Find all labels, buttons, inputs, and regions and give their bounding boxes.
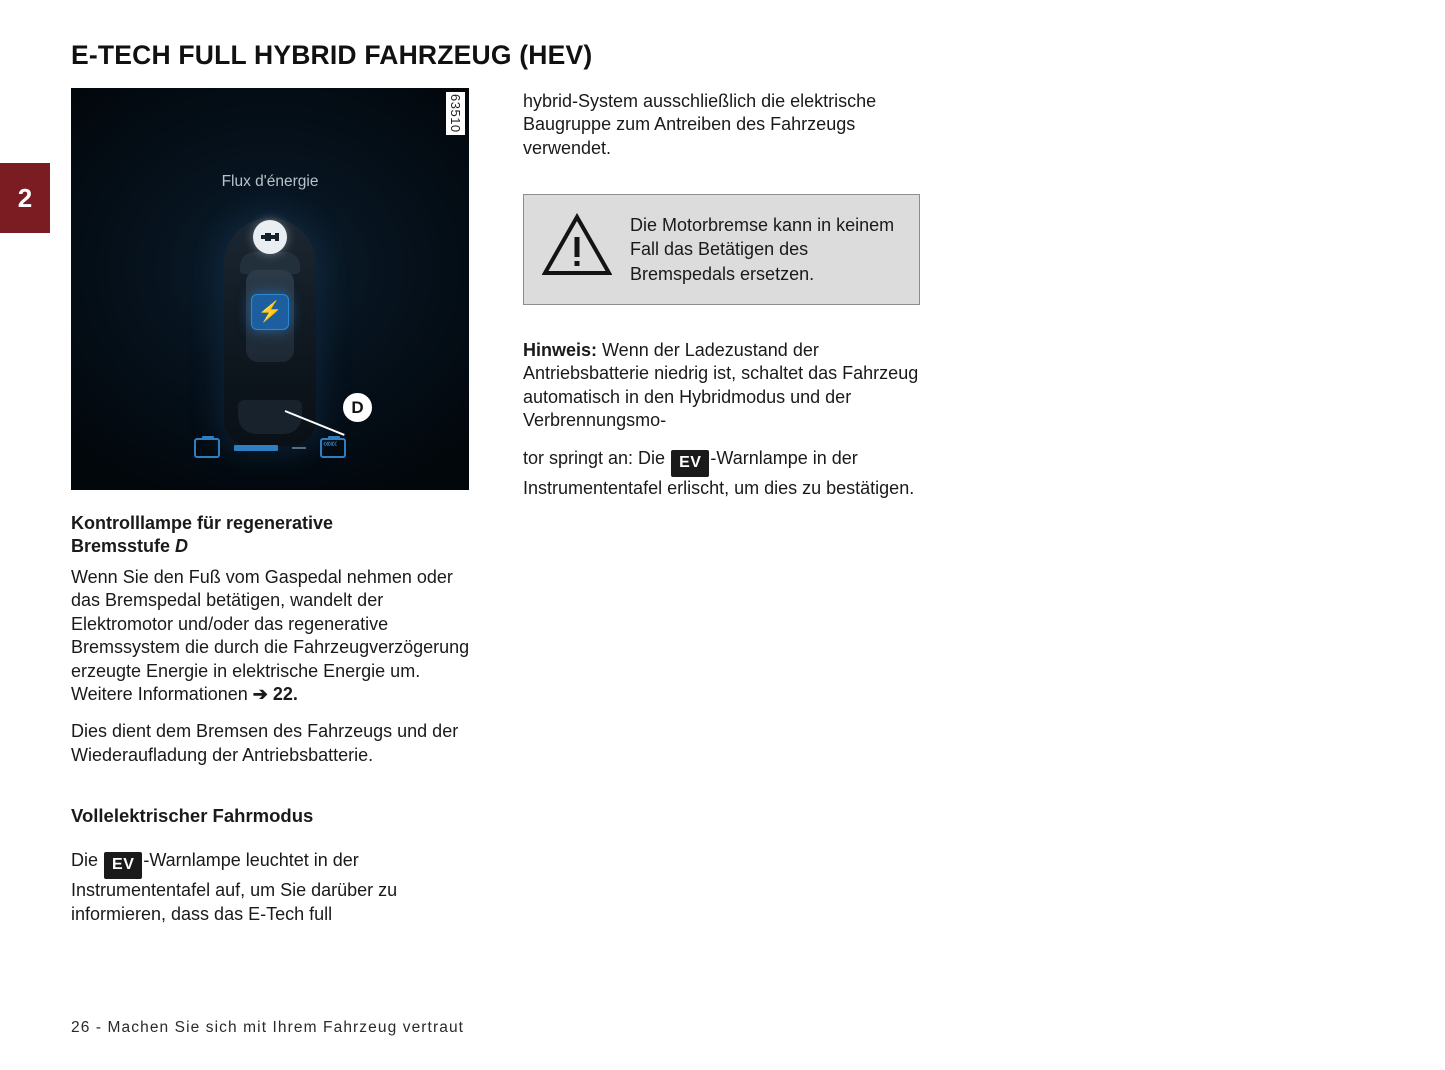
subsection-heading [71, 512, 471, 558]
paragraph-hybrid-system-continued: hybrid-System ausschließlich die elektrische Baugruppe zum Antreiben des Fahrzeugs verwendet. [523, 91, 877, 158]
ev-warning-lamp-icon: EV [671, 450, 709, 477]
engine-icon [253, 220, 287, 254]
left-column [71, 88, 471, 940]
warning-box [523, 194, 920, 305]
divider-dash [292, 447, 306, 449]
note-text: Wenn der Ladezustand der Antriebsbatterie niedrig ist, schaltet das Fahrzeug automatisch in den Hybridmodus und der Verbrennungsmo- [523, 340, 919, 431]
subsection-heading-line1: Kontrolllampe für regenerative [71, 513, 334, 533]
subsection-heading-line2: Bremsstufe [71, 536, 176, 557]
paragraph-regenerative-braking [71, 566, 471, 706]
battery-icon [194, 438, 220, 458]
right-column [523, 90, 923, 514]
paragraph-ev-lamp [71, 849, 471, 926]
paragraph-text-post: -Warnlampe leuchtet in der Instrumententafel auf, um Sie darüber zu informieren, dass das E-Tech full [71, 850, 398, 924]
illustration-label: Flux d'énergie [221, 173, 319, 190]
bolt-icon: ⚡ [257, 301, 283, 323]
paragraph-text: Wenn Sie den Fuß vom Gaspedal nehmen oder das Bremspedal betätigen, wandelt der Elektromotor und/oder das regenerative Bremssystem die durch die Fahrzeugverzögerung erzeugte Energie in elektrische Energie um. Weitere Informationen [71, 567, 470, 705]
callout-marker-d: D [343, 393, 372, 422]
page-footer: 26 - Machen Sie sich mit Ihrem Fahrzeug vertraut [71, 1019, 465, 1036]
note-label: Hinweis: [523, 340, 598, 361]
paragraph-note [523, 339, 923, 433]
section-heading-electric-mode: Vollelektrischer Fahrmodus [71, 805, 314, 827]
cross-reference-arrow-icon: ➔ [252, 684, 268, 705]
subsection-heading-gear: D [175, 536, 189, 557]
page-title: E-TECH FULL HYBRID FAHRZEUG (HEV) [71, 40, 593, 70]
charge-bar-icon [234, 445, 278, 451]
warning-text: Die Motorbremse kann in keinem Fall das Betätigen des Bremspedals ersetzen. [630, 215, 895, 284]
ev-warning-lamp-icon: EV [104, 852, 142, 879]
warning-triangle-icon [542, 213, 612, 277]
paragraph-text-pre: Die [71, 850, 104, 871]
note-text-2-pre: tor springt an: Die [523, 447, 671, 468]
energy-flow-illustration [71, 88, 469, 490]
illustration-icon-row [71, 438, 469, 458]
energy-flow-icon [320, 438, 346, 458]
car-rear-shape [238, 400, 302, 434]
battery-status-icon [251, 294, 289, 330]
illustration-code: 63510 [448, 94, 463, 133]
note-text-2-post: -Warnlampe in der Instrumententafel erlischt, um dies zu bestätigen. [523, 447, 915, 498]
paragraph-note-continued [523, 447, 923, 500]
cross-reference-page: 22. [272, 684, 298, 705]
paragraph-braking-purpose: Dies dient dem Bremsen des Fahrzeugs und der Wiederaufladung der Antriebsbatterie. [71, 721, 459, 765]
chapter-number: 2 [17, 182, 33, 213]
chapter-number-tab [0, 163, 50, 233]
